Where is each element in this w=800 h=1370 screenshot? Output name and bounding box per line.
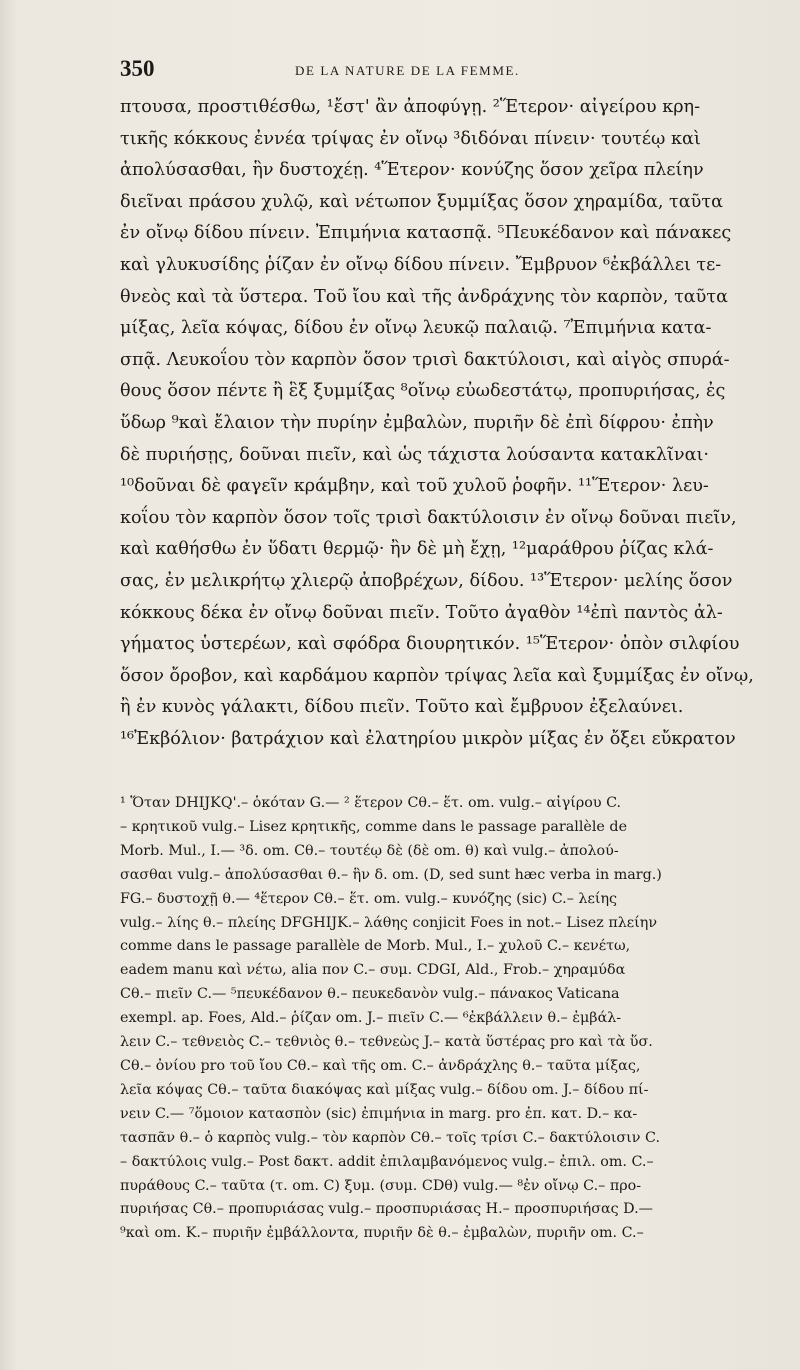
footnote-line: eadem manu καὶ νέτω, alia πον C.– συμ. CDGI, Ald., Frob.– χηραμύδα xyxy=(120,962,626,979)
text-line: κοΐου τὸν καρπὸν ὅσον τοῖς τρισὶ δακτύλοισιν ἐν οἴνῳ δοῦναι πιεῖν, xyxy=(120,507,737,528)
footnote-line: νειν C.— ⁷ὅμοιον κατασπὸν (sic) ἐπιμήνια in marg. pro ἐπ. κατ. D.– κα- xyxy=(120,1105,638,1122)
footnote-line: ¹ Ὅταν DHIJKQ'.– ὁκόταν G.— ² ἕτερον Cθ.– ἕτ. om. vulg.– αἰγίρου C. xyxy=(120,795,622,811)
text-line: ἀπολύσασθαι, ἣν δυστοχέῃ. ⁴Ἕτερον· κονύζης ὅσον χεῖρα πλείην xyxy=(120,160,704,181)
page-number: 350 xyxy=(120,56,155,81)
text-line: διεῖναι πράσου χυλῷ, καὶ νέτωπον ξυμμίξας ὅσον χηραμίδα, ταῦτα xyxy=(120,191,723,212)
text-line: μίξας, λεῖα κόψας, δίδου ἐν οἴνῳ λευκῷ παλαιῷ. ⁷Ἐπιμήνια κατα- xyxy=(120,318,712,339)
footnote-line: Cθ.– ὀνίου pro τοῦ ἴου Cθ.– καὶ τῆς om. C.– ἀνδράχλης θ.– ταῦτα μίξας, xyxy=(120,1057,641,1074)
footnote-line: Cθ.– πιεῖν C.— ⁵πευκέδανον θ.– πευκεδανὸν vulg.– πάνακος Vaticana xyxy=(120,986,620,1003)
text-line: πτουσα, προστιθέσθω, ¹ἔστ' ἂν ἀποφύγῃ. ²Ἕτερον· αἰγείρου κρη- xyxy=(120,97,701,117)
page-header xyxy=(120,56,765,86)
text-line: θους ὅσον πέντε ἢ ἓξ ξυμμίξας ⁸οἴνῳ εὐωδεστάτῳ, προπυριήσας, ἐς xyxy=(120,381,726,402)
text-line: ¹⁶Ἐκβόλιον· βατράχιον καὶ ἐλατηρίου μικρὸν μίξας ἐν ὄξει εὔκρατον xyxy=(120,728,736,749)
footnote-line: λεῖα κόψας Cθ.– ταῦτα διακόψας καὶ μίξας vulg.– δίδου om. J.– δίδου πί- xyxy=(120,1081,649,1098)
text-line: ὅσον ὄροβον, καὶ καρδάμου καρπὸν τρίψας λεῖα καὶ ξυμμίξας ἐν οἴνῳ, xyxy=(120,665,754,686)
footnote-line: πυριήσας Cθ.– προπυριάσας vulg.– προσπυριάσας H.– προσπυριήσας D.— xyxy=(120,1201,653,1218)
footnotes xyxy=(120,792,766,1246)
text-line: τικῆς κόκκους ἐννέα τρίψας ἐν οἴνῳ ³διδόναι πίνειν· τουτέῳ καὶ xyxy=(120,128,701,149)
running-title: DE LA NATURE DE LA FEMME. xyxy=(295,63,520,78)
text-line: ἐν οἴνῳ δίδου πίνειν. Ἐπιμήνια κατασπᾷ. ⁵Πευκέδανον καὶ πάνακες xyxy=(120,223,732,244)
text-line: δὲ πυριήσῃς, δοῦναι πιεῖν, καὶ ὡς τάχιστα λούσαντα κατακλῖναι· xyxy=(120,444,709,465)
main-text xyxy=(120,92,766,755)
footnote-line: λειν C.– τεθνειὸς C.– τεθνιὸς θ.– τεθνεὼς J.– κατὰ ὕστέρας pro καὶ τὰ ὕσ. xyxy=(120,1034,653,1051)
text-line: γήματος ὑστερέων, καὶ σφόδρα διουρητικόν. ¹⁵Ἕτερον· ὀπὸν σιλφίου xyxy=(120,634,740,655)
footnote-line: exempl. ap. Foes, Ald.– ῥίζαν om. J.– πιεῖν C.— ⁶ἐκβάλλειν θ.– ἐμβάλ- xyxy=(120,1010,622,1027)
footnote-line: σασθαι vulg.– ἀπολύσασθαι θ.– ἣν δ. om. (D, sed sunt hæc verba in marg.) xyxy=(120,866,662,883)
footnote-line: comme dans le passage parallèle de Morb. Mul., I.– χυλοῦ C.– κενέτω, xyxy=(120,938,631,955)
text-line: καὶ καθήσθω ἐν ὕδατι θερμῷ· ἢν δὲ μὴ ἔχῃ, ¹²μαράθρου ῥίζας κλά- xyxy=(120,539,714,560)
footnote-line: – κρητικοῦ vulg.– Lisez κρητικῆς, comme dans le passage parallèle de xyxy=(120,818,628,835)
footnote-line: πυράθους C.– ταῦτα (τ. om. C) ξυμ. (συμ. CDθ) vulg.— ⁸ἐν οἴνῳ C.– προ- xyxy=(120,1177,642,1194)
footnote-line: τασπᾶν θ.– ὁ καρπὸς vulg.– τὸν καρπὸν Cθ.– τοῖς τρίσι C.– δακτύλοισιν C. xyxy=(120,1129,660,1146)
footnote-line: – δακτύλοις vulg.– Post δακτ. addit ἐπιλαμβανόμενος vulg.– ἐπιλ. om. C.– xyxy=(120,1153,654,1170)
text-line: σας, ἐν μελικρήτῳ χλιερῷ ἀποβρέχων, δίδου. ¹³Ἕτερον· μελίης ὅσον xyxy=(120,570,733,591)
text-line: ἢ ἐν κυνὸς γάλακτι, δίδου πιεῖν. Τοῦτο καὶ ἔμβρυον ἐξελαύνει. xyxy=(120,697,684,718)
text-line: ¹⁰δοῦναι δὲ φαγεῖν κράμβην, καὶ τοῦ χυλοῦ ῥοφῆν. ¹¹Ἕτερον· λευ- xyxy=(120,476,709,497)
text-line: θνεὸς καὶ τὰ ὕστερα. Τοῦ ἴου καὶ τῆς ἀνδράχνης τὸν καρπὸν, ταῦτα xyxy=(120,286,728,307)
footnote-line: vulg.– λίης θ.– πλείης DFGHIJK.– λάθης conjicit Foes in not.– Lisez πλείην xyxy=(120,914,658,931)
footnote-line: FG.– δυστοχῇ θ.— ⁴ἕτερον Cθ.– ἕτ. om. vulg.– κυνόζης (sic) C.– λείης xyxy=(120,890,618,907)
text-line: σπᾷ. Λευκοΐου τὸν καρπὸν ὅσον τρισὶ δακτύλοισι, καὶ αἰγὸς σπυρά- xyxy=(120,349,730,370)
footnote-line: ⁹καὶ om. K.– πυριῆν ἐμβάλλοντα, πυριῆν δὲ θ.– ἐμβαλὼν, πυριῆν om. C.– xyxy=(120,1225,644,1242)
text-line: ὕδωρ ⁹καὶ ἔλαιον τὴν πυρίην ἐμβαλὼν, πυριῆν δὲ ἐπὶ δίφρου· ἐπὴν xyxy=(120,412,714,433)
text-line: κόκκους δέκα ἐν οἴνῳ δοῦναι πιεῖν. Τοῦτο ἀγαθὸν ¹⁴ἐπὶ παντὸς ἀλ- xyxy=(120,602,723,623)
text-line: καὶ γλυκυσίδης ῥίζαν ἐν οἴνῳ δίδου πίνειν. Ἔμβρυον ⁶ἐκβάλλει τε- xyxy=(120,254,722,275)
footnote-line: Morb. Mul., I.— ³δ. om. Cθ.– τουτέῳ δὲ (δὲ om. θ) καὶ vulg.– ἀπολού- xyxy=(120,842,619,859)
